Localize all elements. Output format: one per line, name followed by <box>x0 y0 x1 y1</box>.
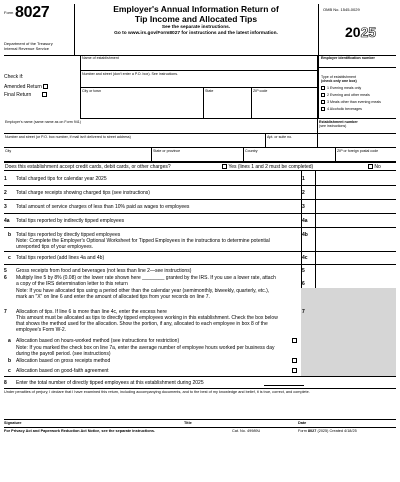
question-no[interactable] <box>368 163 381 171</box>
final-label: Final Return <box>4 92 32 98</box>
rule-4a <box>4 227 396 228</box>
line-7-num: 7 <box>4 309 7 315</box>
country-field[interactable] <box>244 148 336 162</box>
omb-number: OMB No. 1545-0029 <box>323 7 360 12</box>
date-label: Date <box>298 421 307 425</box>
rule-sign <box>4 419 396 420</box>
employer-city-field[interactable] <box>4 148 152 162</box>
perjury-statement: Under penalties of perjury, I declare that I have examined this return, including accompanying documents, and to the best of my knowledge and belief, it is true, correct, and complete. <box>4 390 310 394</box>
type-of-establishment <box>318 55 396 119</box>
line-7-box: 7 <box>302 309 305 315</box>
line-6-note-text: Note: If you have allocated tips using a period other than the calendar year (semimonthly, biweekly, quarterly, etc.), mark an "X" on line 6 and enter the amount of allocated tips from your records on line 7. <box>16 288 270 300</box>
type-3-label: 3 Meals other than evening meals <box>327 100 381 104</box>
signature-label: Signature <box>4 421 22 425</box>
line-5-text: Gross receipts from food and beverages (not less than line 2—see instructions) <box>16 268 192 274</box>
state-province-field[interactable] <box>152 148 244 162</box>
form-title-block <box>74 4 318 55</box>
form-ref <box>298 429 357 433</box>
amended-label: Amended Return <box>4 84 42 90</box>
line-1-num: 1 <box>4 176 7 182</box>
employer-city-label: City <box>5 149 12 153</box>
no-checkbox[interactable] <box>368 164 373 169</box>
line-7a-text: Allocation based on hours-worked method (see instructions for restriction) <box>16 338 180 344</box>
employer-street-label: Number and street (or P.O. box number, if mail isn't delivered to street address) <box>5 135 131 139</box>
amended-checkbox[interactable] <box>43 84 48 89</box>
rule-3 <box>4 213 396 214</box>
tax-year <box>345 24 376 40</box>
apt-field[interactable] <box>266 134 318 148</box>
question-text: Does this establishment accept credit cards, debit cards, or other charges? <box>5 164 171 170</box>
type-2-checkbox[interactable] <box>321 93 325 97</box>
type-3-checkbox[interactable] <box>321 100 325 104</box>
line-3-num: 3 <box>4 204 7 210</box>
final-checkbox[interactable] <box>42 92 47 97</box>
establishment-name-field[interactable] <box>80 55 318 71</box>
street-label: Number and street (don't enter a P.O. box). See instructions. <box>82 72 179 76</box>
type-1-label: 1 Evening meals only <box>327 86 362 90</box>
employer-name-label: Employer's name (same name as on Form 941) <box>5 120 81 124</box>
type-1-checkbox[interactable] <box>321 86 325 90</box>
dept-irs: Internal Revenue Service <box>4 46 49 51</box>
state-province-label: State or province <box>153 149 181 153</box>
state-label: State <box>205 89 214 93</box>
no-label: No <box>374 164 381 170</box>
zip-label: ZIP code <box>253 89 268 93</box>
goto-link-text: Go to www.irs.gov/Form8027 for instructions and the latest information. <box>114 31 278 36</box>
zip-field[interactable] <box>252 88 318 119</box>
country-label: Country <box>245 149 258 153</box>
amended-return-row <box>4 84 48 90</box>
department-text <box>4 41 53 51</box>
form-number: 8027 <box>15 4 50 21</box>
line-4b-text: Total tips reported by directly tipped employees <box>16 232 121 238</box>
form-id-block <box>4 4 75 55</box>
title-label: Title <box>184 421 192 425</box>
year-suffix: 25 <box>360 24 377 40</box>
employer-street-field[interactable] <box>4 134 266 148</box>
form-header <box>4 4 396 56</box>
line-7-text: Allocation of tips. If line 6 is more than line 4c, enter the excess here <box>16 309 167 315</box>
line-1-text: Total charged tips for calendar year 2025 <box>16 176 107 182</box>
type-option-1[interactable] <box>321 86 361 90</box>
line-4c-text: Total tips reported (add lines 4a and 4b) <box>16 255 105 261</box>
postal-code-label: ZIP or foreign postal code <box>337 149 379 153</box>
line-5-box: 5 <box>302 268 305 274</box>
line-4b-num: b <box>8 232 12 238</box>
ein-divider <box>319 67 396 68</box>
ein-label: Employer identification number <box>321 56 375 60</box>
form-title-line1: Employer's Annual Information Return of <box>113 4 279 14</box>
type-option-4[interactable] <box>321 107 362 111</box>
type-option-3[interactable] <box>321 100 381 104</box>
line-8-text: Enter the total number of directly tipped employees at this establishment during 2025 <box>16 380 204 386</box>
postal-code-field[interactable] <box>336 148 396 162</box>
check-if-block <box>4 55 74 119</box>
form-8027-page <box>4 4 396 433</box>
type-label: Type of establishment <box>321 75 356 79</box>
line-7b-text: Allocation based on gross receipts method <box>16 358 111 364</box>
question-yes[interactable] <box>222 163 313 171</box>
type-option-2[interactable] <box>321 93 370 97</box>
yes-label: Yes (lines 1 and 2 must be completed) <box>228 164 314 170</box>
type-4-label: 4 Alcoholic beverages <box>327 107 362 111</box>
line-4b-box: 4b <box>302 232 308 238</box>
dept-treasury: Department of the Treasury <box>4 41 53 46</box>
type-4-checkbox[interactable] <box>321 107 325 111</box>
cat-number: Cat. No. 49989U <box>232 429 261 433</box>
establishment-name-label: Name of establishment <box>82 56 119 60</box>
line-7c-text: Allocation based on good-faith agreement <box>16 368 109 374</box>
line-7c-checkbox[interactable] <box>292 368 297 373</box>
rule-footer <box>4 388 396 389</box>
line-8-num: 8 <box>4 380 7 386</box>
omb-year-block <box>318 4 397 55</box>
rule-bottom <box>4 427 396 428</box>
city-town-label: City or town <box>82 89 101 93</box>
type-2-label: 2 Evening and other meals <box>327 93 370 97</box>
credit-card-question <box>4 162 396 171</box>
line-4a-box: 4a <box>302 218 308 224</box>
establishment-number-label: Establishment number <box>319 120 358 124</box>
line-4a-num: 4a <box>4 218 10 224</box>
line-4c-box: 4c <box>302 255 308 261</box>
privacy-notice: For Privacy Act and Paperwork Reduction Act Notice, see the separate instructions. <box>4 429 156 433</box>
line-7a-note-text: Note: If you marked the check box on line 7a, enter the average number of employee hours worked per business day during the payroll period. (see instructions) <box>16 345 275 357</box>
line-6-text: Multiply line 5 by 8% (0.08) or the lower rate shown here ________ granted by the IRS. If you use a lower rate, attach a copy of the IRS determination letter to this return <box>16 275 276 287</box>
rule-7 <box>4 376 396 377</box>
form-ref-label: Form <box>298 429 307 433</box>
line-1-box: 1 <box>302 176 305 182</box>
shaded-area <box>301 288 396 376</box>
line-4a-text: Total tips reported by indirectly tipped employees <box>16 218 125 224</box>
apt-blank <box>318 134 396 148</box>
line-8-blank[interactable] <box>264 385 304 386</box>
line-3-box: 3 <box>302 204 305 210</box>
rule-4b <box>4 251 396 252</box>
line-5-num: 5 <box>4 268 7 274</box>
rule-1 <box>4 185 396 186</box>
check-one-label: (check only one box) <box>321 79 357 83</box>
line-6-box: 6 <box>302 281 305 287</box>
city-town-field[interactable] <box>80 88 204 119</box>
form-label: Form <box>4 10 14 15</box>
see-separate: See the separate instructions. <box>161 25 231 30</box>
form-ref-date: (2025) Created 4/18/25 <box>317 429 357 433</box>
type-heading <box>321 75 357 83</box>
establishment-number-field[interactable] <box>318 119 396 134</box>
street-field[interactable] <box>80 71 318 88</box>
line-4b-note-text: Note: Complete the Employer's Optional Worksheet for Tipped Employees in the instructions to determine potential unreported tips of your employees. <box>16 238 270 250</box>
employer-name-field[interactable] <box>4 119 318 134</box>
yes-checkbox[interactable] <box>222 164 227 169</box>
line-4c-num: c <box>8 255 11 261</box>
line-7a-num: a <box>8 338 11 344</box>
line-2-text: Total charge receipts showing charged tips (see instructions) <box>16 190 150 196</box>
line-2-box: 2 <box>302 190 305 196</box>
state-field[interactable] <box>204 88 252 119</box>
line-7c-num: c <box>8 368 11 374</box>
rule-2 <box>4 199 396 200</box>
line-3-text: Total amount of service charges of less than 10% paid as wages to employees <box>16 204 190 210</box>
line-7a-checkbox[interactable] <box>292 338 297 343</box>
form-ref-number: 8027 <box>307 429 317 433</box>
line-7-more-text: This amount must be allocated as tips to directly tipped employees working in this establishment. Check the box below that shows the method used for the allocation. Show the portion, if any, allocated to each employee in box 8 of the employee's Form W-2. <box>16 315 278 333</box>
line-2-num: 2 <box>4 190 7 196</box>
line-7b-num: b <box>8 358 12 364</box>
line-7b-checkbox[interactable] <box>292 358 297 363</box>
rule-4c <box>4 264 396 265</box>
est-see-instr: (see instructions) <box>319 124 347 128</box>
check-if-label: Check if: <box>4 74 24 80</box>
apt-label: Apt. or suite no. <box>267 135 293 139</box>
year-prefix: 20 <box>345 24 361 40</box>
form-title-line2: Tip Income and Allocated Tips <box>134 14 258 24</box>
line-6-num: 6 <box>4 275 7 281</box>
final-return-row <box>4 92 47 98</box>
